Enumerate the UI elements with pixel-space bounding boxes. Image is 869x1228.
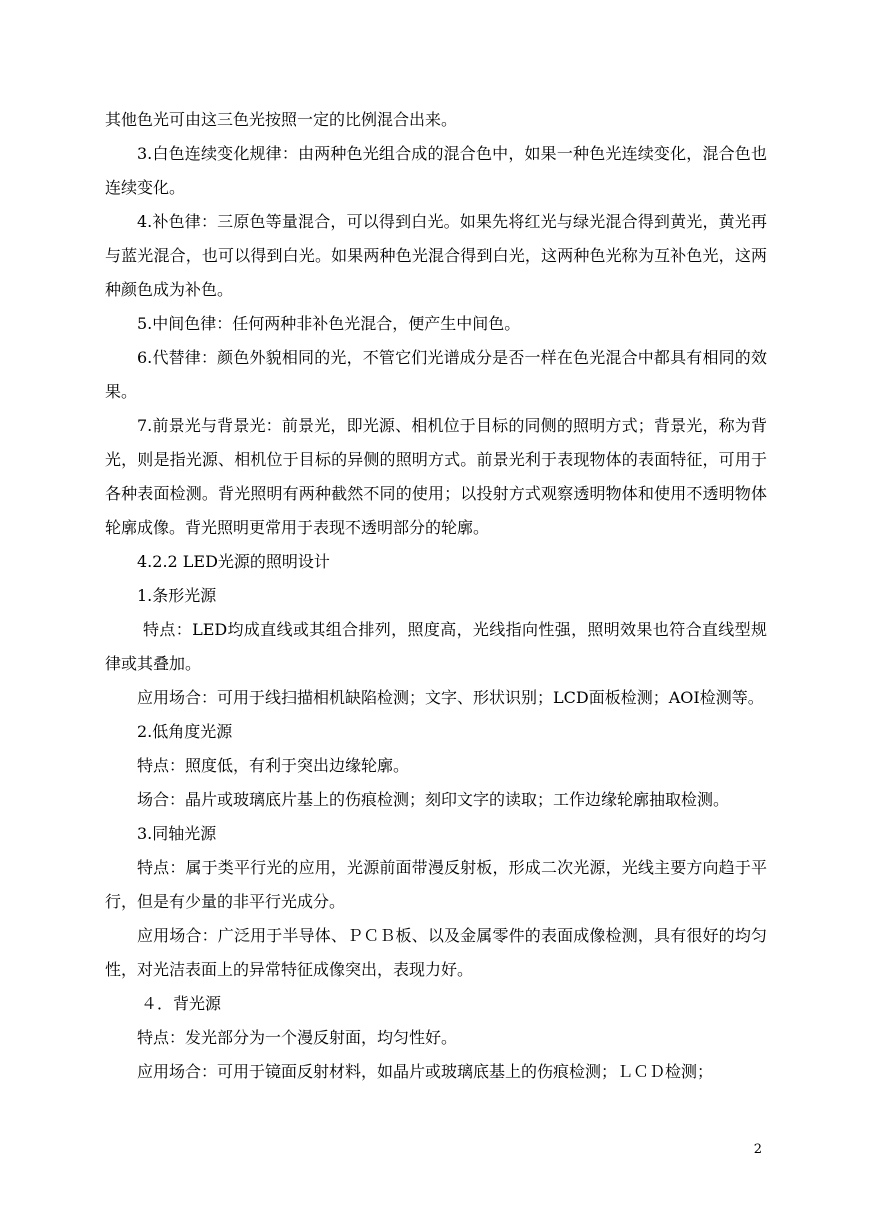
- subheading-coaxial-light: 3.同轴光源: [137, 824, 217, 843]
- subheading-backlight: ４．背光源: [141, 994, 222, 1013]
- subheading-low-angle-light: 2.低角度光源: [137, 722, 233, 741]
- paragraph-substitution-rule: 6.代替律：颜色外貌相同的光，不管它们光谱成分是否一样在色光混合中都具有相同的效果。: [105, 348, 767, 401]
- paragraph-backlight-features: 特点：发光部分为一个漫反射面，均匀性好。: [137, 1028, 458, 1047]
- paragraph-intermediate-rule: 5.中间色律：任何两种非补色光混合，便产生中间色。: [137, 314, 521, 333]
- paragraph-continuation: 其他色光可由这三色光按照一定的比例混合出来。: [105, 110, 458, 129]
- paragraph-coaxial-features: 特点：属于类平行光的应用，光源前面带漫反射板，形成二次光源，光线主要方向趋于平行，但是有少量的非平行光成分。: [105, 858, 767, 911]
- page-number: 2: [753, 1142, 762, 1157]
- page-body: [105, 103, 767, 1089]
- paragraph-complementary-rule: 4.补色律：三原色等量混合，可以得到白光。如果先将红光与绿光混合得到黄光，黄光再与蓝光混合，也可以得到白光。如果两种色光混合得到白光，这两种色光称为互补色光，这两种颜色成为补色。: [105, 212, 767, 299]
- paragraph-front-back-light: 7.前景光与背景光：前景光，即光源、相机位于目标的同侧的照明方式；背景光，称为背光，则是指光源、相机位于目标的异侧的照明方式。前景光利于表现物体的表面特征，可用于各种表面检测。背光照明有两种截然不同的使用；以投射方式观察透明物体和使用不透明物体轮廓成像。背光照明更常用于表现不透明部分的轮廓。: [105, 416, 767, 537]
- paragraph-coaxial-applications: 应用场合：广泛用于半导体、ＰＣＢ板、以及金属零件的表面成像检测，具有很好的均匀性，对光洁表面上的异常特征成像突出，表现力好。: [105, 926, 767, 979]
- paragraph-white-continuous-rule: 3.白色连续变化规律：由两种色光组合成的混合色中，如果一种色光连续变化，混合色也连续变化。: [105, 144, 767, 197]
- paragraph-bar-features: 特点：LED均成直线或其组合排列，照度高，光线指向性强，照明效果也符合直线型规律或其叠加。: [105, 620, 767, 673]
- paragraph-bar-applications: 应用场合：可用于线扫描相机缺陷检测；文字、形状识别；LCD面板检测；AOI检测等。: [137, 688, 764, 707]
- paragraph-low-angle-features: 特点：照度低，有利于突出边缘轮廓。: [137, 756, 410, 775]
- paragraph-backlight-applications: 应用场合：可用于镜面反射材料，如晶片或玻璃底基上的伤痕检测；ＬＣＤ检测；: [137, 1062, 714, 1081]
- section-heading-led-lighting: 4.2.2 LED光源的照明设计: [137, 552, 330, 571]
- paragraph-low-angle-applications: 场合：晶片或玻璃底片基上的伤痕检测；刻印文字的读取；工作边缘轮廓抽取检测。: [137, 790, 730, 809]
- subheading-bar-light: 1.条形光源: [137, 586, 217, 605]
